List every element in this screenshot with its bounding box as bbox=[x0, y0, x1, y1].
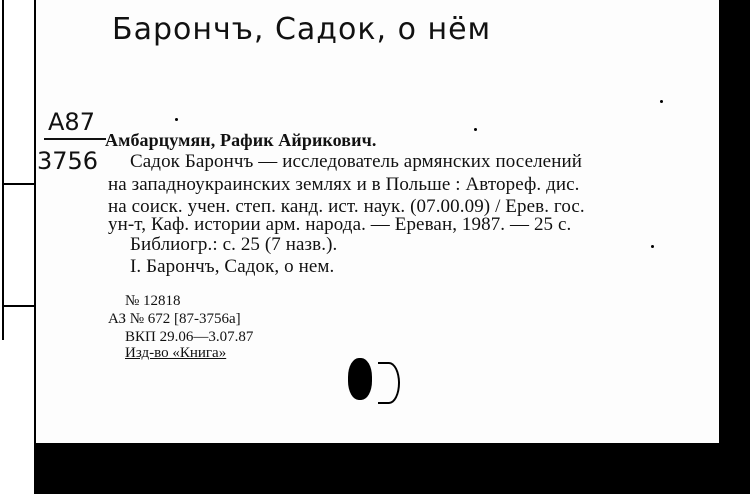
punch-hole-blot bbox=[348, 358, 372, 400]
handwritten-shelf-number: 3756 bbox=[37, 147, 99, 175]
left-edge-line bbox=[2, 305, 36, 307]
left-vertical-line bbox=[2, 0, 4, 340]
shelf-underline bbox=[44, 138, 106, 140]
handwritten-shelf-mark: А87 bbox=[48, 108, 95, 136]
speck bbox=[651, 245, 654, 248]
punch-hole-arc bbox=[378, 362, 400, 404]
card-left-edge bbox=[34, 0, 36, 443]
scan-border-right bbox=[719, 0, 750, 494]
author-heading: Амбарцумян, Рафик Айрикович. bbox=[105, 130, 377, 150]
left-edge-line bbox=[2, 183, 36, 185]
registry-number: № 12818 bbox=[125, 293, 181, 309]
registry-vkp: ВКП 29.06—3.07.87 bbox=[125, 329, 254, 345]
speck bbox=[660, 100, 663, 103]
scan-border-bottom bbox=[34, 443, 750, 494]
subject-entry: I. Барончъ, Садок, о нем. bbox=[130, 256, 335, 277]
handwritten-header: Барончъ, Садок, о нём bbox=[112, 12, 492, 47]
description-line: Садок Барончъ — исследователь армянских поселений bbox=[130, 151, 583, 172]
speck bbox=[474, 128, 477, 131]
registry-publisher: Изд-во «Книга» bbox=[125, 345, 227, 361]
description-line: на соиск. учен. степ. канд. ист. наук. (07.00.09) / Ерев. гос. bbox=[108, 196, 585, 217]
description-line: ун-т, Каф. истории арм. народа. — Ереван, 1987. — 25 с. bbox=[108, 214, 572, 235]
speck bbox=[175, 118, 178, 121]
bibliography-note: Библиогр.: с. 25 (7 назв.). bbox=[130, 234, 338, 255]
description-line: на западноукраинских землях и в Польше : Автореф. дис. bbox=[108, 174, 580, 195]
registry-az: АЗ № 672 [87-3756а] bbox=[108, 311, 241, 327]
